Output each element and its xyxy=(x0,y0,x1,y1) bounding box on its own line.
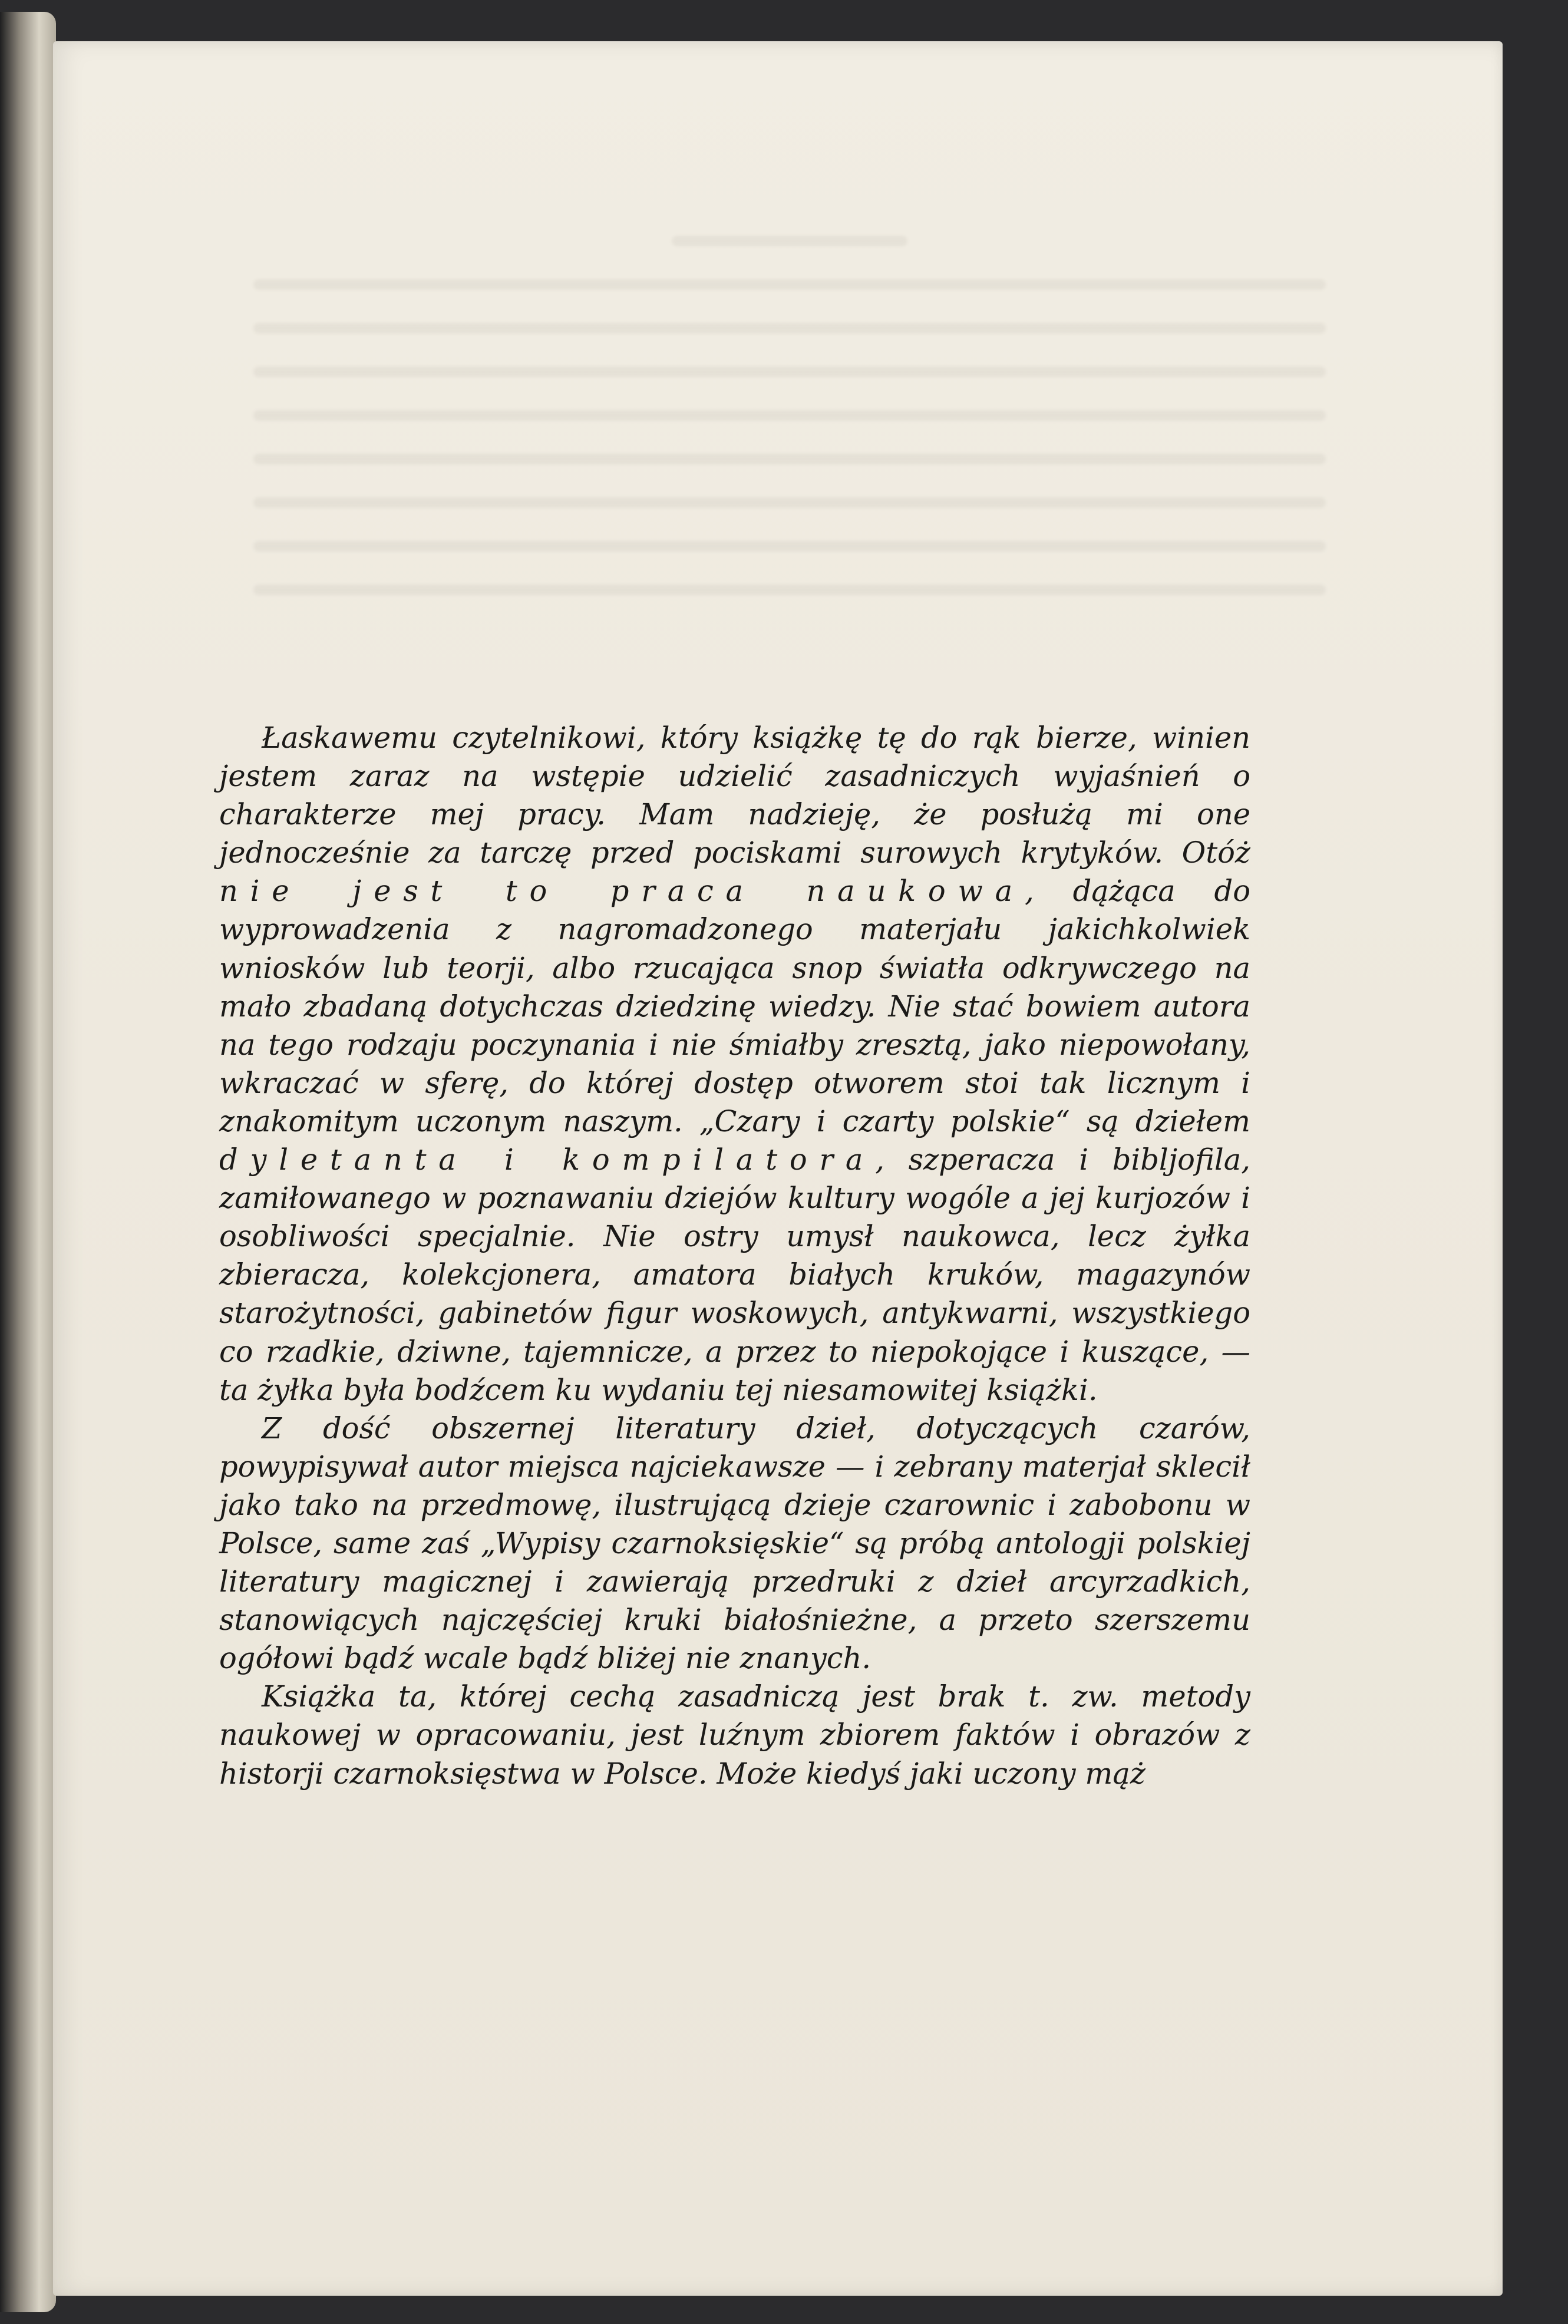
paragraph-1-text-a: Łaskawemu czytelnikowi, który książkę tę do rąk bierze, winien jestem zaraz na wstępie udzielić zasadniczych wyjaśnień o charakterze mej pracy. Mam nadzieję, że posłużą mi one jednocześnie za tarczę przed pociskami surowych krytyków. Otóż xyxy=(219,721,1250,870)
emphasis-not-scientific-work: nie jest to praca naukowa xyxy=(219,874,1025,909)
emphasis-dilettante-compiler: dyletanta i kompilatora xyxy=(219,1143,876,1177)
paragraph-2 xyxy=(219,1409,1250,1678)
paragraph-2-text: Z dość obszernej literatury dzieł, dotyczących czarów, powypisywał autor miejsca najciekawsze — i zebrany materjał sklecił jako tako na przedmowę, ilustrującą dzieje czarownic i zabobonu w Polsce, same zaś „Wypisy czarnoksięskie“ są próbą antologji polskiej literatury magicznej i zawierają przedruki z dzieł arcyrzadkich, stanowiących najczęściej kruki białośnieżne, a przeto szerszemu ogółowi bądź wcale bądź bliżej nie znanych. xyxy=(219,1411,1250,1676)
page-text xyxy=(219,719,1250,1793)
show-through-text xyxy=(253,236,1326,648)
left-page-edge xyxy=(0,12,56,2312)
paragraph-1 xyxy=(219,719,1250,1409)
paragraph-1-text-c: , szperacza i bibljofila, zamiłowanego w poznawaniu dziejów kultury wogóle a jej kurjozów i osobliwości specjalnie. Nie ostry umysł naukowca, lecz żyłka zbieracza, kolekcjonera, amatora białych kruków, magazynów starożytności, gabinetów figur woskowych, antykwarni, wszystkiego co rzadkie, dziwne, tajemnicze, a przez to niepokojące i kuszące, — ta żyłka była bodźcem ku wydaniu tej niesamowitej książki. xyxy=(219,1143,1250,1407)
paragraph-3 xyxy=(219,1678,1250,1792)
paragraph-1-text-b: , dążąca do wyprowadzenia z nagromadzonego materjału jakichkolwiek wniosków lub teorji, albo rzucająca snop światła odkrywczego na mało zbadaną dotychczas dziedzinę wiedzy. Nie stać bowiem autora na tego rodzaju poczynania i nie śmiałby zresztą, jako niepowołany, wkraczać w sferę, do której dostęp otworem stoi tak licznym i znakomitym uczonym naszym. „Czary i czarty polskie“ są dziełem xyxy=(219,874,1251,1138)
paragraph-3-text: Książka ta, której cechą zasadniczą jest brak t. zw. metody naukowej w opracowaniu, jest luźnym zbiorem faktów i obrazów z historji czarnoksięstwa w Polsce. Może kiedyś jaki uczony mąż xyxy=(219,1679,1250,1791)
